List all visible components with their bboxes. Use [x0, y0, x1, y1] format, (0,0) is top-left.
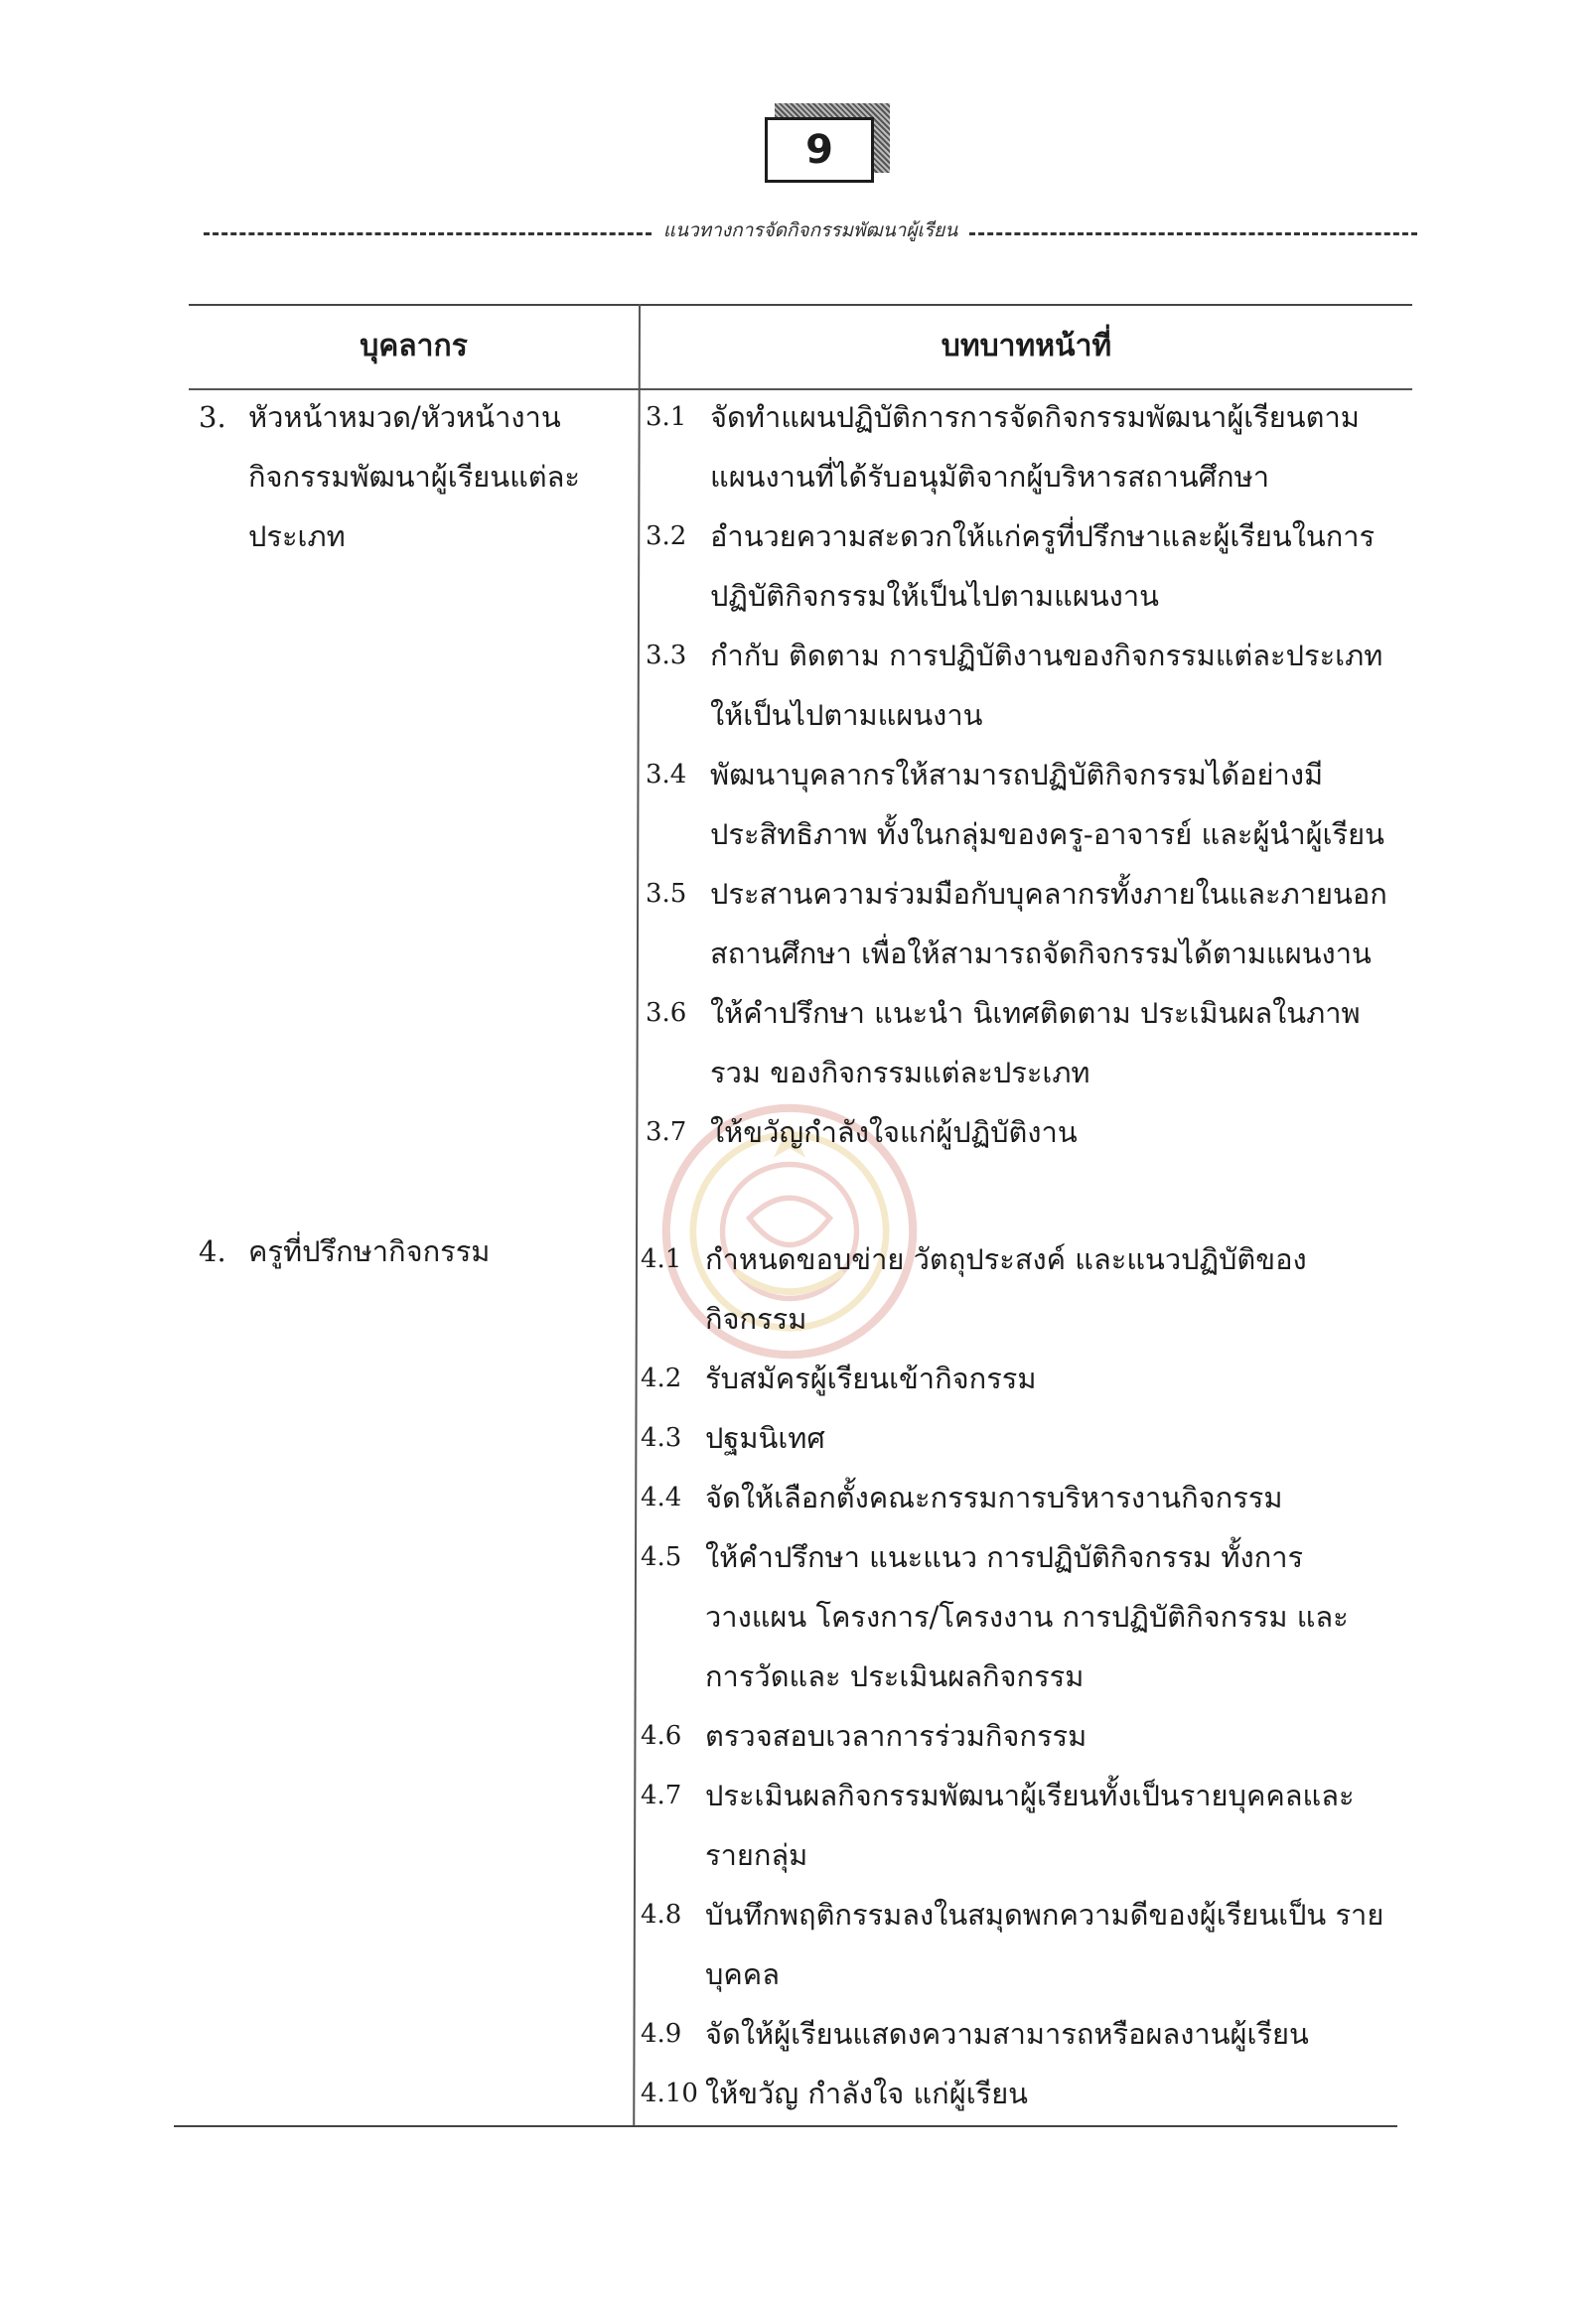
duty-number: 4.10 — [641, 2079, 698, 2108]
page-number: 9 — [765, 117, 874, 183]
duty-number: 4.7 — [641, 1781, 682, 1810]
duty-item — [641, 1408, 1395, 1468]
duty-item — [641, 1229, 1395, 1349]
duty-number: 4.9 — [641, 2019, 682, 2049]
duty-text: ให้คำปรึกษา แนะนำ นิเทศติดตาม ประเมินผลในภาพรวม ของกิจกรรมแต่ละประเภท — [710, 996, 1361, 1089]
duty-text: ปฐมนิเทศ — [705, 1421, 825, 1455]
duty-text: จัดให้ผู้เรียนแสดงความสามารถหรือผลงานผู้เรียน — [705, 2017, 1309, 2051]
duty-item — [646, 745, 1400, 864]
duty-text: ให้คำปรึกษา แนะแนว การปฏิบัติกิจกรรม ทั้งการวางแผน โครงการ/โครงงาน การปฏิบัติกิจกรรม และการวัดและ ประเมินผลกิจกรรม — [705, 1540, 1349, 1693]
duty-number: 4.1 — [641, 1244, 682, 1274]
duty-item — [641, 1349, 1395, 1408]
header-dash-left — [204, 232, 652, 235]
duty-number: 4.3 — [641, 1423, 682, 1453]
duty-item — [641, 1885, 1395, 2004]
column-divider — [633, 304, 641, 2125]
personnel-entry-3 — [199, 387, 616, 566]
duty-item — [641, 1706, 1395, 1766]
duty-number: 3.5 — [646, 879, 687, 909]
duty-text: พัฒนาบุคลากรให้สามารถปฏิบัติกิจกรรมได้อย่างมี ประสิทธิภาพ ทั้งในกลุ่มของครู-อาจารย์ และผู้นำผู้เรียน — [710, 758, 1384, 851]
duty-text: บันทึกพฤติกรรมลงในสมุดพกความดีของผู้เรียนเป็น รายบุคคล — [705, 1898, 1384, 1991]
duty-item — [641, 2064, 1395, 2123]
personnel-text: ครูที่ปรึกษากิจกรรม — [248, 1234, 491, 1268]
duty-text: ให้ขวัญ กำลังใจ แก่ผู้เรียน — [705, 2077, 1029, 2110]
duty-text: อำนวยความสะดวกให้แก่ครูที่ปรึกษาและผู้เรียนในการ ปฏิบัติกิจกรรมให้เป็นไปตามแผนงาน — [710, 519, 1376, 613]
duty-item — [646, 506, 1400, 626]
duty-text: ประสานความร่วมมือกับบุคลากรทั้งภายในและภายนอก สถานศึกษา เพื่อให้สามารถจัดกิจกรรมได้ตามแผนงาน — [710, 877, 1387, 970]
running-header — [204, 211, 1417, 250]
duty-number: 3.1 — [646, 402, 687, 432]
personnel-column-heading: บุคลากร — [360, 328, 468, 363]
duty-number: 3.6 — [646, 998, 687, 1028]
duty-item — [646, 387, 1400, 506]
running-title: แนวทางการจัดกิจกรรมพัฒนาผู้เรียน — [662, 219, 958, 241]
duty-number: 3.2 — [646, 521, 687, 551]
duty-text: กำกับ ติดตาม การปฏิบัติงานของกิจกรรมแต่ละประเภท ให้เป็นไปตามแผนงาน — [710, 639, 1383, 732]
duties-list-3 — [646, 387, 1400, 1162]
duty-number: 3.3 — [646, 641, 687, 670]
personnel-entry-4 — [199, 1222, 616, 1281]
duty-text: กำหนดขอบข่าย วัตถุประสงค์ และแนวปฏิบัติของกิจกรรม — [705, 1242, 1307, 1336]
duty-number: 4.5 — [641, 1542, 682, 1572]
duty-text: จัดทำแผนปฏิบัติการการจัดกิจกรรมพัฒนาผู้เรียนตาม แผนงานที่ได้รับอนุมัติจากผู้บริหารสถานศึกษา — [710, 400, 1360, 494]
personnel-number: 4. — [199, 1234, 226, 1268]
duty-number: 4.4 — [641, 1483, 682, 1512]
page-number-badge — [765, 111, 890, 191]
personnel-number: 3. — [199, 400, 226, 434]
table-bottom-rule — [174, 2125, 1397, 2127]
duty-text: ให้ขวัญกำลังใจแก่ผู้ปฏิบัติงาน — [710, 1115, 1078, 1149]
duty-number: 4.2 — [641, 1364, 682, 1393]
duty-item — [641, 2004, 1395, 2064]
duties-list-4 — [641, 1229, 1395, 2123]
duty-text: ตรวจสอบเวลาการร่วมกิจกรรม — [705, 1719, 1088, 1753]
duty-number: 3.4 — [646, 760, 687, 790]
duty-item — [641, 1468, 1395, 1527]
table-top-rule — [189, 304, 1412, 306]
duty-text: จัดให้เลือกตั้งคณะกรรมการบริหารงานกิจกรรม — [705, 1481, 1283, 1514]
duty-number: 4.6 — [641, 1721, 682, 1751]
duty-number: 4.8 — [641, 1900, 682, 1930]
duty-text: รับสมัครผู้เรียนเข้ากิจกรรม — [705, 1362, 1037, 1395]
duty-item — [641, 1766, 1395, 1885]
header-dash-right — [969, 232, 1417, 235]
duty-item — [646, 1102, 1400, 1162]
duty-item — [646, 983, 1400, 1102]
duty-item — [646, 864, 1400, 983]
personnel-text: หัวหน้าหมวด/หัวหน้างาน กิจกรรมพัฒนาผู้เรียนแต่ละ ประเภท — [248, 400, 580, 553]
duty-item — [646, 626, 1400, 745]
duty-text: ประเมินผลกิจกรรมพัฒนาผู้เรียนทั้งเป็นรายบุคคลและ รายกลุ่ม — [705, 1779, 1355, 1872]
duty-item — [641, 1527, 1395, 1706]
duty-number: 3.7 — [646, 1117, 687, 1147]
role-column-heading: บทบาทหน้าที่ — [941, 328, 1112, 363]
